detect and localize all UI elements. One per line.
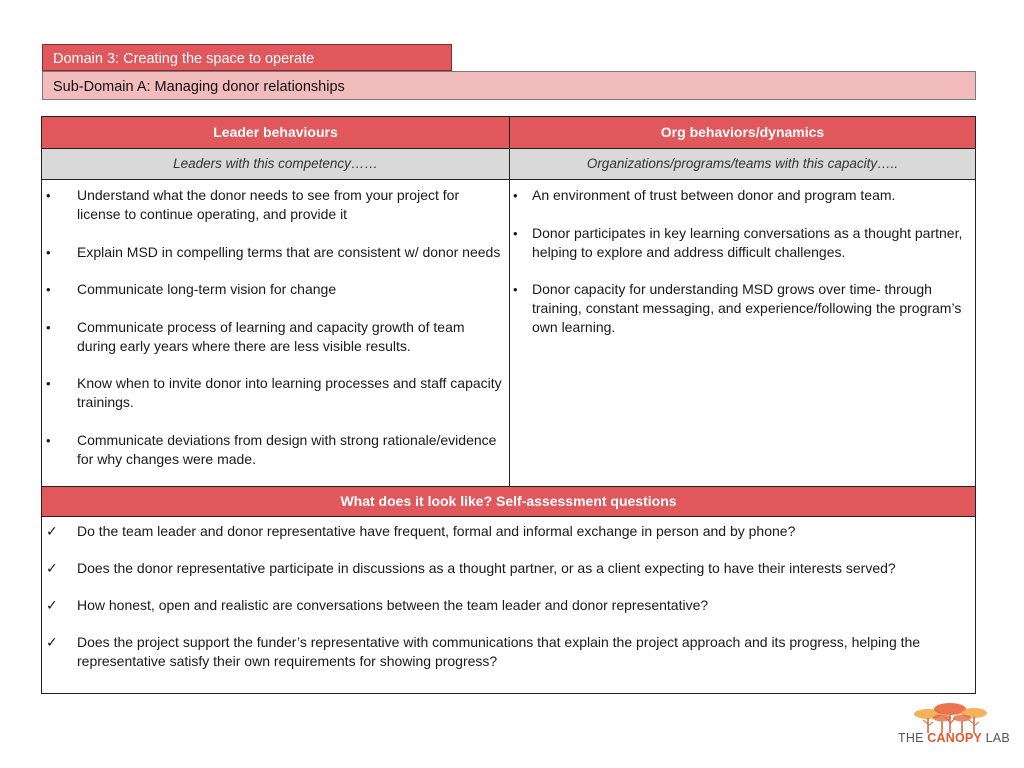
bullet-icon: • [513,225,518,241]
bullet-icon: • [46,376,51,391]
assessment-question-text: Does the project support the funder’s representative with communications that explain the project approach and its progress, helping the representative satisfy their own requirements for showing progress? [77,634,921,669]
org-behavior-item-text: Donor capacity for understanding MSD grows over time- through training, constant messaging, and experience/following the program’s own learning. [532,281,962,335]
checkmark-icon: ✓ [46,560,58,576]
assessment-question [42,559,975,578]
assessment-question-text: Does the donor representative participate in discussions as a thought partner, or as a client expecting to have their interests served? [77,560,896,576]
leader-behaviour-item-text: Communicate long-term vision for change [77,281,337,297]
leader-subheader: Leaders with this competency…… [42,149,509,180]
leader-behaviours-list [42,186,509,487]
org-behavior-item-text: Donor participates in key learning conversations as a thought partner, helping to explore and address difficult challenges. [532,224,963,260]
assessment-question-text: How honest, open and realistic are conversations between the team leader and donor representative? [77,597,709,613]
bullet-icon: • [46,319,51,335]
leader-behaviour-item-text: Explain MSD in compelling terms that are consistent w/ donor needs [77,243,501,260]
org-behavior-item [510,280,975,337]
checkmark-icon: ✓ [46,597,58,613]
checkmark-icon: ✓ [46,523,58,539]
leader-behaviour-item [42,280,509,299]
assessment-question [42,596,975,615]
leader-behaviour-item-text: Communicate process of learning and capacity growth of team during early years where there are less visible results. [77,318,465,354]
leader-behaviours-column [42,180,509,486]
org-behavior-item [510,186,975,205]
assessment-question [42,522,975,541]
leader-behaviour-item [42,243,509,262]
org-behaviors-header: Org behaviors/dynamics [509,117,975,149]
leader-behaviour-item-text: Know when to invite donor into learning processes and staff capacity trainings. [77,375,502,410]
bullet-icon: • [46,282,51,297]
canopy-lab-logo [898,700,1008,748]
canopy-lab-logo-text: THE CANOPY LAB [898,731,1010,745]
leader-behaviours-header: Leader behaviours [42,117,509,149]
domain-title: Domain 3: Creating the space to operate [42,44,452,71]
leader-behaviour-item [42,318,509,356]
leader-behaviour-item [42,431,509,469]
org-behavior-item-text: An environment of trust between donor and program team. [532,187,896,203]
assessment-question [42,633,975,671]
competency-table [41,116,976,694]
self-assessment-questions [42,522,975,689]
self-assessment-header: What does it look like? Self-assessment questions [42,486,975,517]
leader-behaviour-item [42,374,509,412]
org-behavior-item [510,224,975,262]
org-behaviors-column [509,180,975,486]
subdomain-title: Sub-Domain A: Managing donor relationships [42,71,976,100]
bullet-icon: • [46,432,51,448]
canopy-tree-icon [898,700,1008,734]
org-behaviors-list [510,186,975,356]
assessment-question-text: Do the team leader and donor representative have frequent, formal and informal exchange in person and by phone? [77,523,796,539]
bullet-icon: • [46,244,51,260]
leader-behaviour-item-text: Understand what the donor needs to see from your project for license to continue operating, and provide it [77,187,460,222]
checkmark-icon: ✓ [46,634,58,650]
leader-behaviour-item [42,186,509,224]
bullet-icon: • [513,282,518,297]
leader-behaviour-item-text: Communicate deviations from design with strong rationale/evidence for why changes were made. [77,431,497,467]
bullet-icon: • [513,188,518,203]
org-subheader: Organizations/programs/teams with this capacity….. [509,149,975,180]
bullet-icon: • [46,188,51,203]
